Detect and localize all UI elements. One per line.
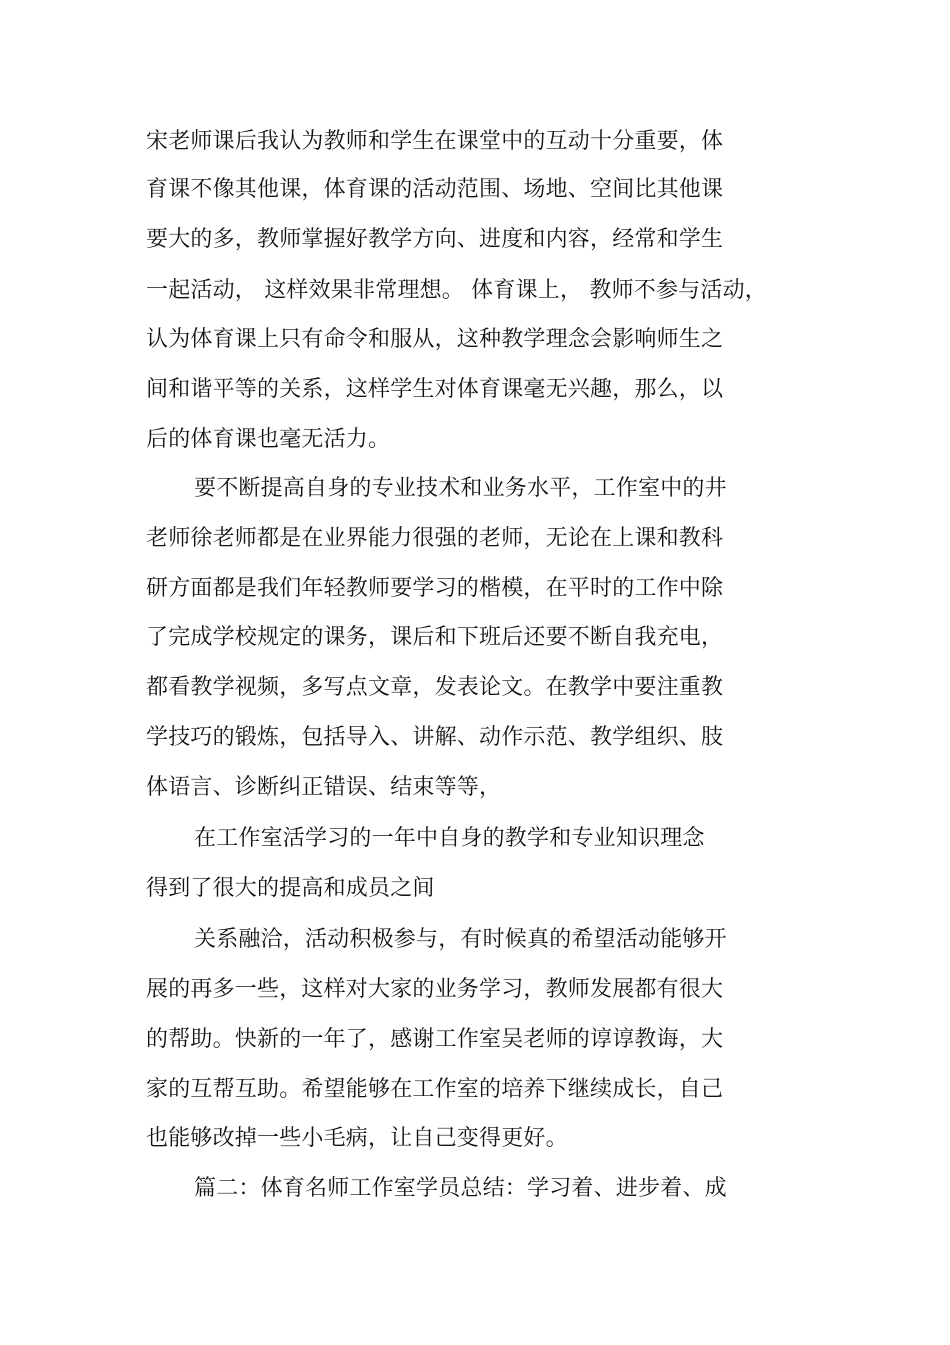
text-line: 后的体育课也毫无活力。 bbox=[146, 427, 391, 452]
text-line: 得到了很大的提高和成员之间 bbox=[146, 876, 435, 901]
text-line: 在工作室活学习的一年中自身的教学和专业知识理念 bbox=[194, 826, 705, 851]
text-line: 篇二：体育名师工作室学员总结：学习着、进步着、成 bbox=[194, 1176, 727, 1201]
text-line: 要不断提高自身的专业技术和业务水平，工作室中的井 bbox=[194, 476, 727, 501]
text-line: 宋老师课后我认为教师和学生在课堂中的互动十分重要，体 bbox=[146, 129, 724, 154]
text-line: 育课不像其他课，体育课的活动范围、场地、空间比其他课 bbox=[146, 177, 724, 202]
text-line: 认为体育课上只有命令和服从，这种教学理念会影响师生之 bbox=[146, 327, 724, 352]
text-line: 老师徐老师都是在业界能力很强的老师，无论在上课和教科 bbox=[146, 526, 724, 551]
text-line: 一起活动， 这样效果非常理想。 体育课上， 教师不参与活动， bbox=[146, 278, 767, 303]
text-line: 研方面都是我们年轻教师要学习的楷模，在平时的工作中除 bbox=[146, 576, 724, 601]
text-line: 家的互帮互助。希望能够在工作室的培养下继续成长，自己 bbox=[146, 1077, 724, 1102]
text-line: 都看教学视频，多写点文章，发表论文。在教学中要注重教 bbox=[146, 675, 724, 700]
text-line: 也能够改掉一些小毛病，让自己变得更好。 bbox=[146, 1126, 568, 1151]
text-line: 关系融洽，活动积极参与，有时候真的希望活动能够开 bbox=[194, 927, 727, 952]
text-line: 了完成学校规定的课务，课后和下班后还要不断自我充电， bbox=[146, 625, 724, 650]
text-line: 要大的多，教师掌握好教学方向、进度和内容，经常和学生 bbox=[146, 227, 724, 252]
text-line: 学技巧的锻炼，包括导入、讲解、动作示范、教学组织、肢 bbox=[146, 725, 724, 750]
text-line: 体语言、诊断纠正错误、结束等等， bbox=[146, 775, 502, 800]
text-line: 展的再多一些，这样对大家的业务学习，教师发展都有很大 bbox=[146, 977, 724, 1002]
text-line: 间和谐平等的关系，这样学生对体育课毫无兴趣，那么，以 bbox=[146, 377, 724, 402]
text-line: 的帮助。快新的一年了，感谢工作室吴老师的谆谆教诲，大 bbox=[146, 1027, 724, 1052]
